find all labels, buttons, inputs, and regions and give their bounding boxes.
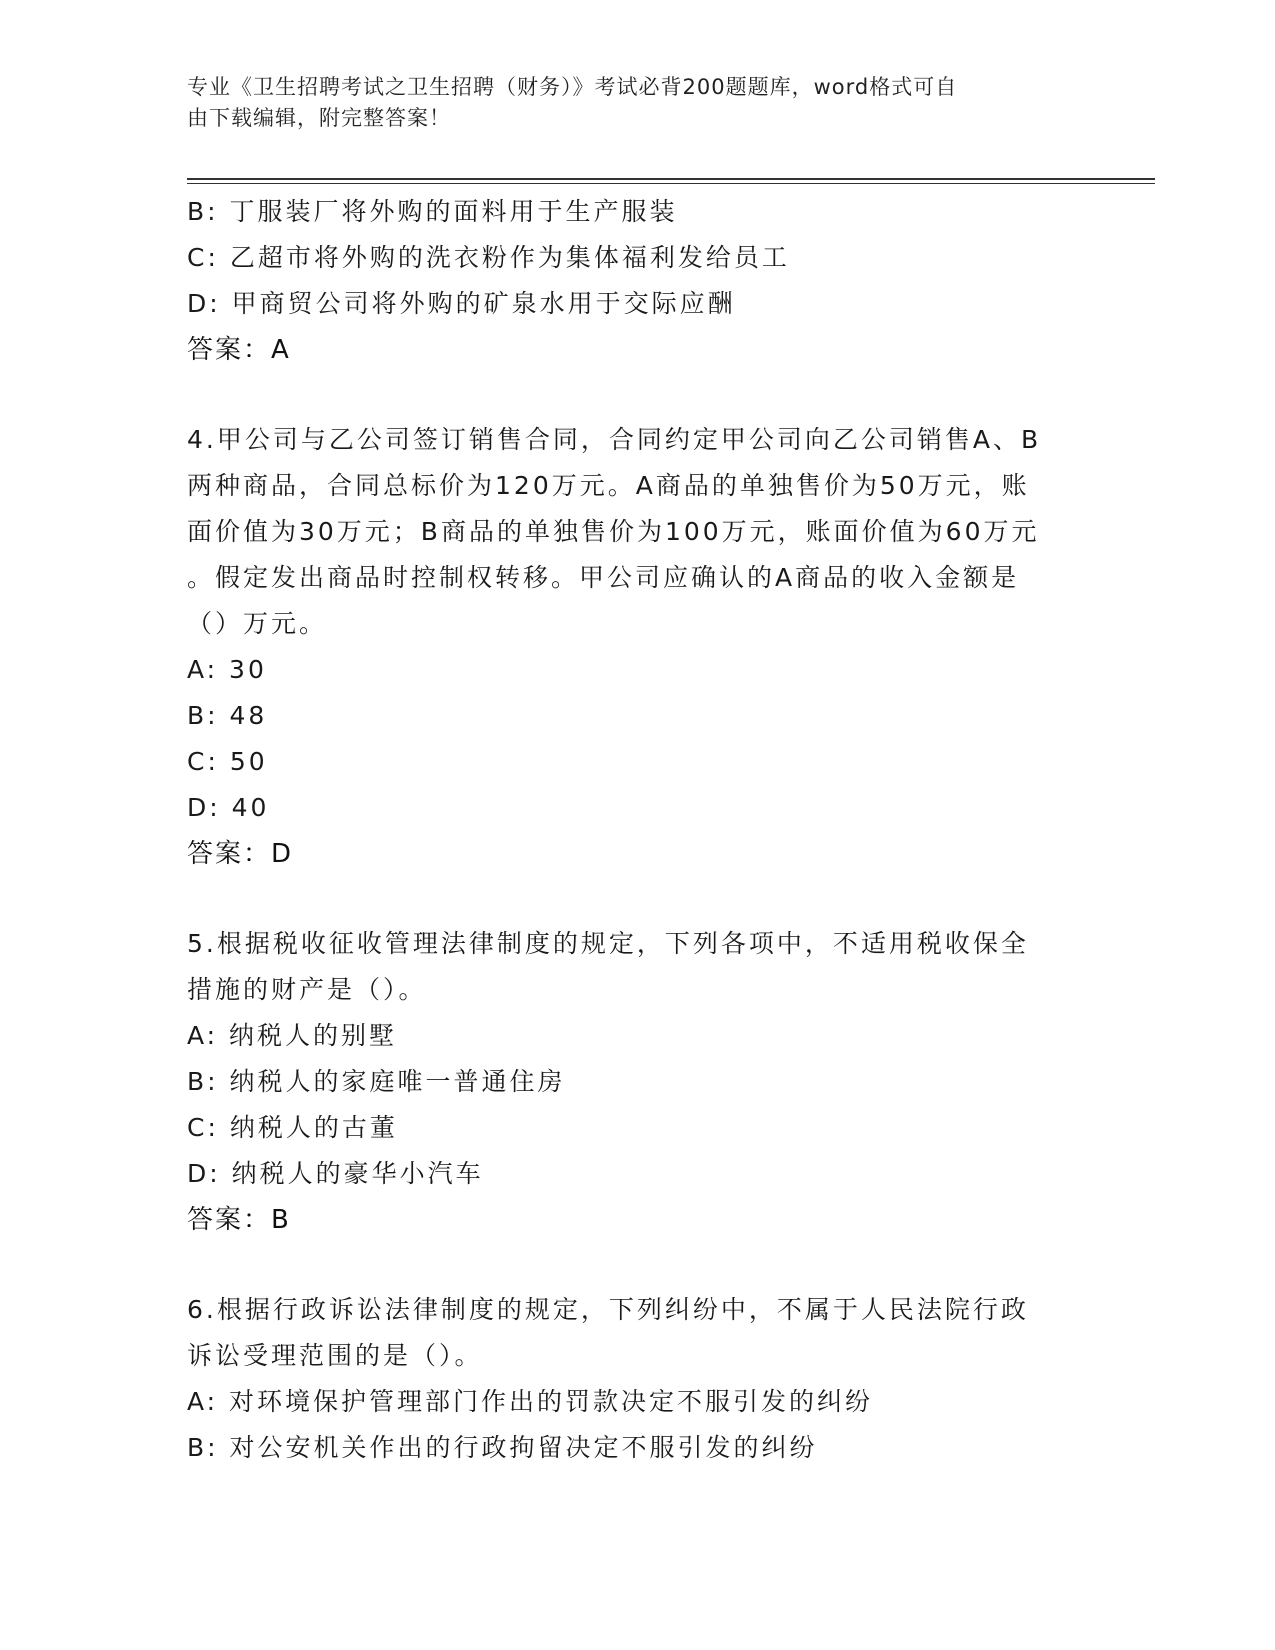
question-stem-line: 4.甲公司与乙公司签订销售合同，合同约定甲公司向乙公司销售A、B — [187, 425, 1042, 454]
question-stem-line: 5.根据税收征收管理法律制度的规定，下列各项中，不适用税收保全 — [187, 929, 1029, 958]
header-divider-thin — [187, 183, 1155, 184]
question-stem-line: 措施的财产是（）。 — [187, 975, 427, 1004]
option-a: A: 对环境保护管理部门作出的罚款决定不服引发的纠纷 — [187, 1387, 874, 1416]
question-stem-line: 6.根据行政诉讼法律制度的规定，下列纠纷中，不属于人民法院行政 — [187, 1295, 1029, 1324]
spacer — [187, 373, 1087, 417]
question-stem-line: 诉讼受理范围的是（）。 — [187, 1341, 483, 1370]
option-d: D: 甲商贸公司将外购的矿泉水用于交际应酬 — [187, 289, 736, 318]
question-stem-line: 面价值为30万元；B商品的单独售价为100万元，账面价值为60万元 — [187, 517, 1040, 546]
option-a: A: 30 — [187, 655, 267, 684]
option-c: C: 50 — [187, 747, 268, 776]
question-stem-line: （）万元。 — [187, 609, 328, 638]
question-3-continued — [187, 189, 1087, 373]
option-d: D: 40 — [187, 793, 270, 822]
option-c: C: 纳税人的古董 — [187, 1113, 398, 1142]
question-6 — [187, 1287, 1087, 1471]
option-b: B: 丁服装厂将外购的面料用于生产服装 — [187, 197, 678, 226]
question-stem-line: 。假定发出商品时控制权转移。甲公司应确认的A商品的收入金额是 — [187, 563, 1020, 592]
spacer — [187, 877, 1087, 921]
answer-line: 答案：B — [187, 1205, 291, 1235]
answer-line: 答案：A — [187, 335, 291, 365]
header-title-line-2: 由下载编辑，附完整答案！ — [187, 106, 451, 130]
option-d: D: 纳税人的豪华小汽车 — [187, 1159, 484, 1188]
option-a: A: 纳税人的别墅 — [187, 1021, 398, 1050]
option-c: C: 乙超市将外购的洗衣粉作为集体福利发给员工 — [187, 243, 790, 272]
document-body — [187, 189, 1087, 1471]
option-b: B: 48 — [187, 701, 268, 730]
answer-line: 答案：D — [187, 839, 294, 869]
option-b: B: 纳税人的家庭唯一普通住房 — [187, 1067, 566, 1096]
question-5 — [187, 921, 1087, 1243]
question-stem-line: 两种商品，合同总标价为120万元。A商品的单独售价为50万元，账 — [187, 471, 1030, 500]
spacer — [187, 1243, 1087, 1287]
question-4 — [187, 417, 1087, 877]
header-title-line-1: 专业《卫生招聘考试之卫生招聘（财务）》考试必背200题题库，word格式可自 — [187, 75, 958, 99]
document-header — [187, 72, 1067, 134]
option-b: B: 对公安机关作出的行政拘留决定不服引发的纠纷 — [187, 1433, 818, 1462]
header-divider-thick — [187, 178, 1155, 180]
